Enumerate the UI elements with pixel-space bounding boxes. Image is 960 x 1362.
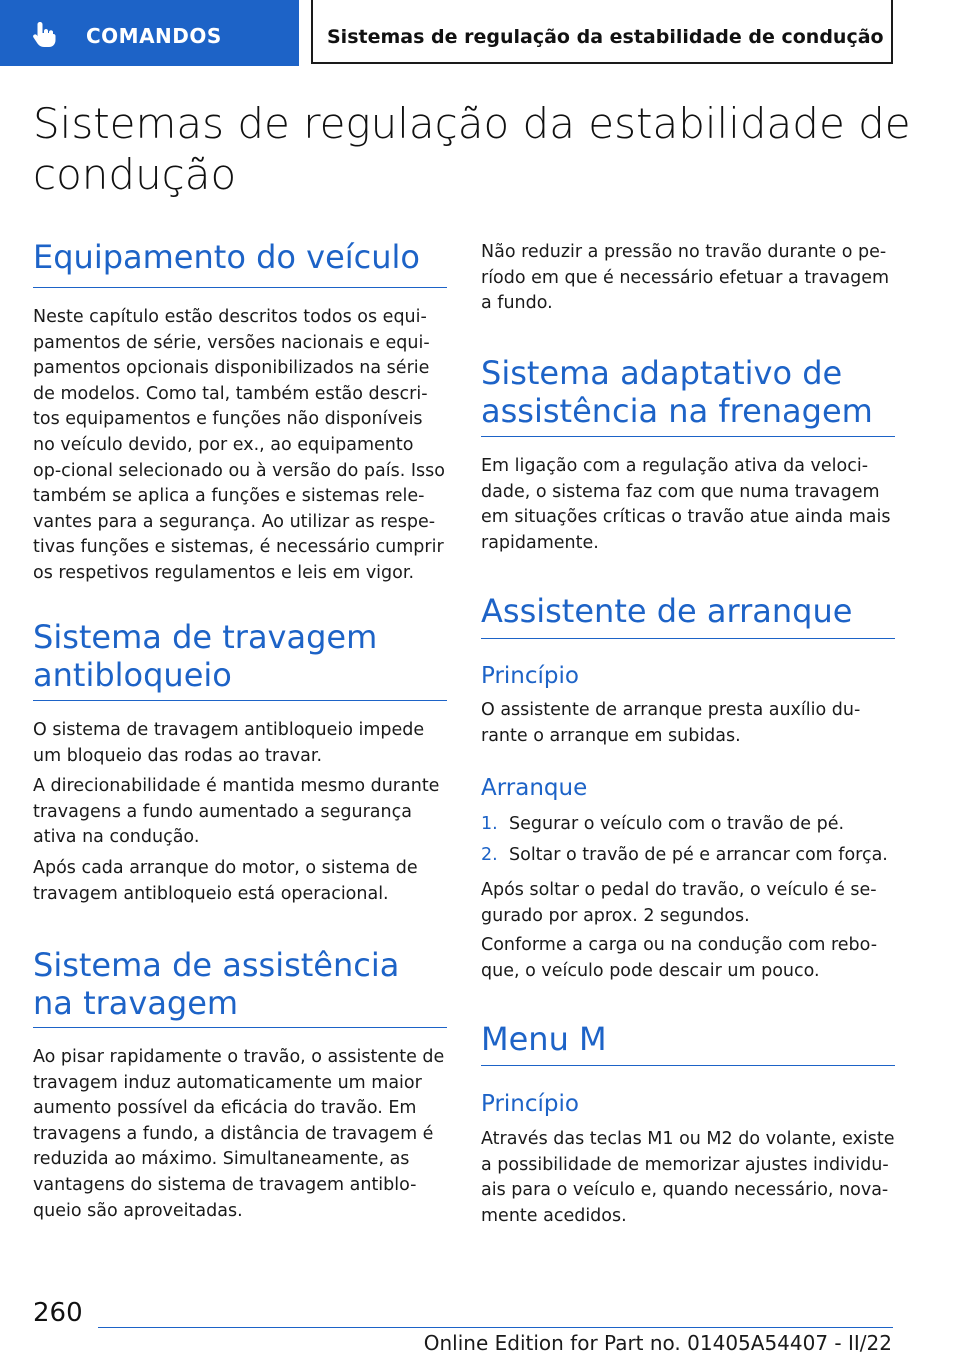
heading-menu-m: Menu M (481, 1020, 607, 1058)
step-number: 1. (481, 814, 498, 834)
heading-rule (481, 1065, 895, 1066)
heading-abs: Sistema de travagem antibloqueio (33, 618, 378, 694)
heading-rule (481, 638, 895, 639)
subheading-principio: Princípio (481, 663, 579, 689)
paragraph-conforme: Conforme a carga ou na condução com rebo-que, o veículo pode descair um pouco. (481, 935, 878, 981)
paragraph-abs-2: A direcionabilidade é mantida mesmo durante travagens a fundo aumentado a segurança ativa na condução. (33, 776, 440, 848)
paragraph-menu-m: Através das teclas M1 ou M2 do volante, existe a possibilidade de memorizar ajustes individu-ais para o veículo e, quando necessário, nova-mente acedidos. (481, 1129, 895, 1226)
breadcrumb (311, 0, 893, 64)
paragraph-equipamento: Neste capítulo estão descritos todos os equi-pamentos de série, versões nacionais e equi-pamentos opcionais disponibilizados na série de modelos. Como tal, também estão descri-tos equipamentos e funções não disponíveis no veículo devido, por ex., ao equipamento op-cional selecionado ou à versão do país. Isso também se aplica a funções e sistemas rele-vantes para a segurança. Ao utilizar as respe-tivas funções e sistemas, é necessário cumprir os respetivos regulamentos e leis em vigor. (33, 307, 445, 583)
paragraph-apos-soltar: Após soltar o pedal do travão, o veículo é se-gurado por aprox. 2 segundos. (481, 880, 877, 926)
step-text: Segurar o veículo com o travão de pé. (509, 814, 845, 834)
paragraph-abs-3: Após cada arranque do motor, o sistema de travagem antibloqueio está operacional. (33, 858, 418, 904)
section-tab-label: COMANDOS (86, 24, 222, 48)
footer-rule (98, 1327, 893, 1328)
edition-note: Online Edition for Part no. 01405A54407 - II/22 (423, 1331, 892, 1355)
heading-adaptativo: Sistema adaptativo de assistência na frenagem (481, 354, 873, 430)
paragraph-intro: Não reduzir a pressão no travão durante o pe-ríodo em que é necessário efetuar a travagem a fundo. (481, 242, 890, 314)
page-number: 260 (33, 1298, 83, 1328)
pointing-hand-icon (28, 18, 60, 50)
step-text: Soltar o travão de pé e arrancar com força. (509, 845, 888, 865)
page-title: Sistemas de regulação da estabilidade de condução (33, 99, 911, 199)
heading-rule (33, 1027, 447, 1028)
paragraph-principio: O assistente de arranque presta auxílio du-rante o arranque em subidas. (481, 700, 861, 746)
heading-arranque: Assistente de arranque (481, 592, 853, 630)
heading-rule (33, 287, 447, 288)
subheading-principio: Princípio (481, 1091, 579, 1117)
heading-assistencia: Sistema de assistência na travagem (33, 946, 400, 1022)
subheading-arranque: Arranque (481, 775, 588, 801)
heading-rule (33, 700, 447, 701)
breadcrumb-label: Sistemas de regulação da estabilidade de condução (327, 26, 884, 48)
paragraph-assistencia: Ao pisar rapidamente o travão, o assistente de travagem induz automaticamente um maior aumento possível da eficácia do travão. Em travagens a fundo, a distância de travagem é reduzida ao máximo. Simultaneamente, as vantagens do sistema de travagem antiblo-queio são aproveitadas. (33, 1047, 445, 1221)
heading-equipamento: Equipamento do veículo (33, 238, 420, 276)
section-tab[interactable] (0, 0, 299, 66)
heading-rule (481, 436, 895, 437)
paragraph-adaptativo: Em ligação com a regulação ativa da veloci-dade, o sistema faz com que numa travagem em situações críticas o travão atue ainda mais rapidamente. (481, 456, 891, 553)
paragraph-abs-1: O sistema de travagem antibloqueio impede um bloqueio das rodas ao travar. (33, 720, 425, 766)
step-number: 2. (481, 845, 498, 865)
